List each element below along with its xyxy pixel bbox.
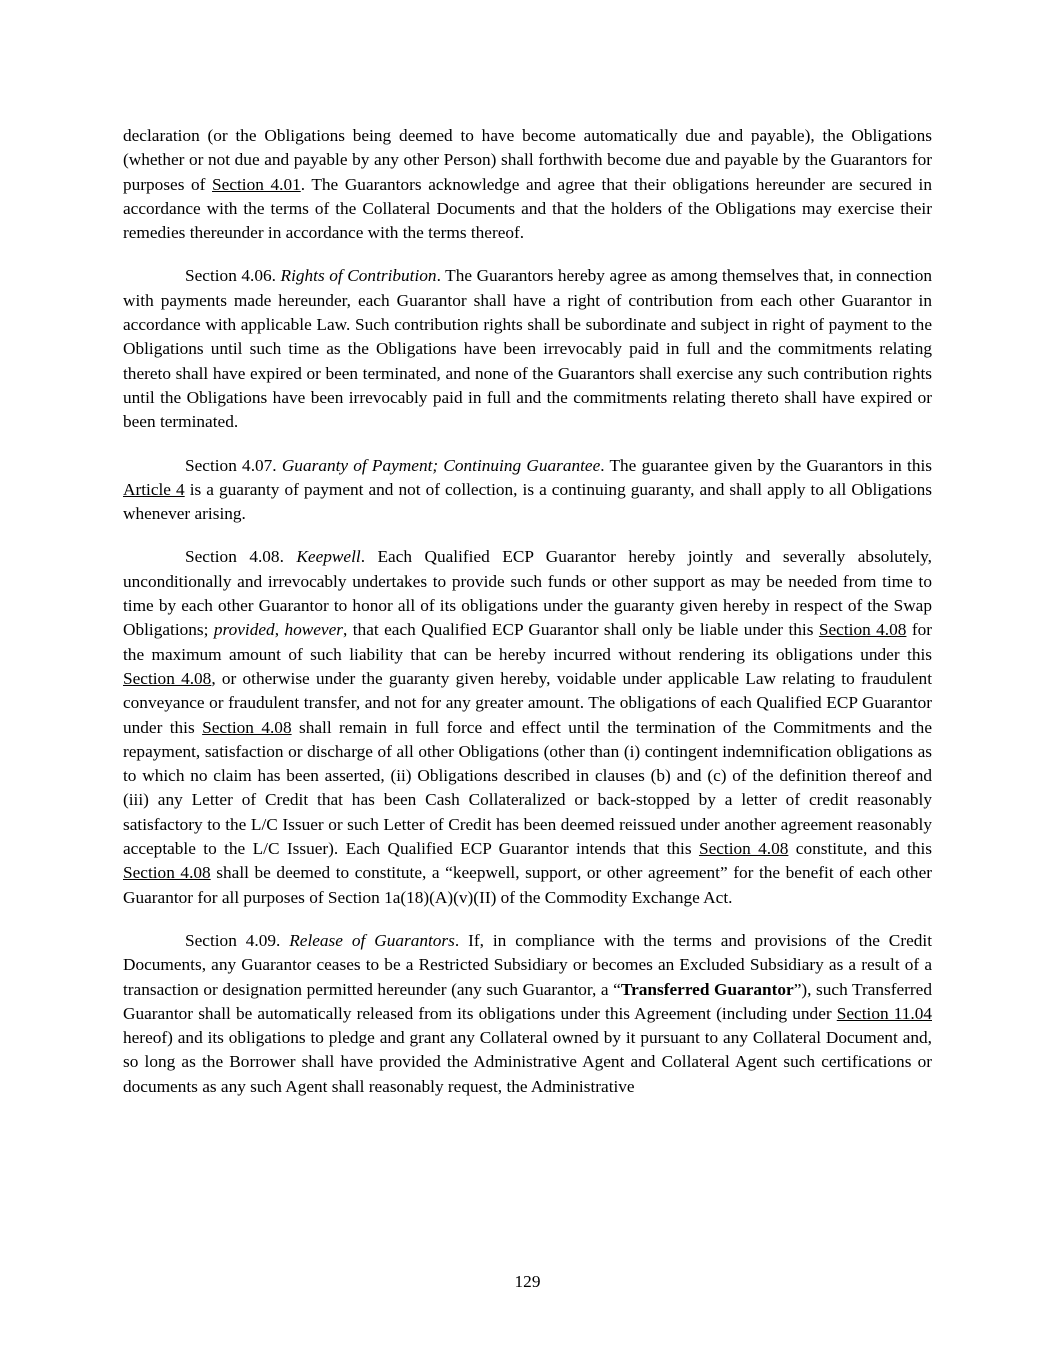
text-run: Rights of Contribution xyxy=(280,266,437,286)
text-run: Guaranty of Payment; Continuing Guarantee xyxy=(281,455,601,475)
para-obligations-continuation xyxy=(123,124,932,245)
para-section-4-07 xyxy=(123,454,932,527)
text-run: shall be deemed to constitute, a “keepwell, support, or other agreement” for the benefit of each other Guarantor for all purposes of Section 1a(18)(A)(v)(II) of the Commodity Exchange Act. xyxy=(123,863,932,907)
text-run: , that each Qualified ECP Guarantor shall only be liable under this xyxy=(343,620,819,640)
text-run: . The Guarantors acknowledge and agree that their obligations hereunder are secured in accordance with the terms of the Collateral Documents and that the holders of the Obligations may exercise their remedies thereunder in accordance with the terms thereof. xyxy=(123,174,932,243)
text-run: . The guarantee given by the Guarantors in this xyxy=(600,455,932,475)
section-reference: Section 4.08 xyxy=(123,668,212,688)
para-section-4-09 xyxy=(123,929,932,1099)
text-run: hereof) and its obligations to pledge and grant any Collateral owned by it pursuant to any Collateral Document and, so long as the Borrower shall have provided the Administrative Agent and Collateral Agent such certifications or documents as any such Agent shall reasonably request, the Administrative xyxy=(123,1028,932,1096)
text-run: Transferred Guarantor xyxy=(620,979,794,999)
section-reference: Section 4.08 xyxy=(818,620,907,640)
section-reference: Section 11.04 xyxy=(836,1003,932,1023)
text-run: Keepwell xyxy=(296,547,361,567)
text-run: Section 4.07. xyxy=(185,455,282,475)
text-run: . The Guarantors hereby agree as among themselves that, in connection with payments made hereunder, each Guarantor shall have a right of contribution from each other Guarantor in accordance with applicable Law. Such contribution rights shall be subordinate and subject in right of payment to the Obligations until such time as the Obligations have been irrevocably paid in full and the commitments relating thereto shall have expired or been terminated, and none of the Guarantors shall exercise any such contribution rights until the Obligations have been irrevocably paid in full and the commitments relating thereto shall have expired or been terminated. xyxy=(123,266,932,432)
text-run: Section 4.09. xyxy=(185,930,290,950)
text-run: . Each Qualified ECP Guarantor hereby jointly and severally absolutely, unconditionally and irrevocably undertakes to provide such funds or other support as may be needed from time to time by each other Guarantor to honor all of its obligations under the guaranty given hereby in respect of the Swap Obligations; xyxy=(123,547,932,640)
text-run: provided xyxy=(213,620,275,640)
section-reference: Section 4.01 xyxy=(212,174,301,194)
text-run: . If, in compliance with the terms and provisions of the Credit Documents, any Guarantor ceases to be a Restricted Subsidiary or becomes an Excluded Subsidiary as a result of a transaction or designation permitted hereunder (any such Guarantor, a “ xyxy=(123,930,932,999)
section-reference: Section 4.08 xyxy=(123,863,211,883)
text-run: Section 4.06. xyxy=(185,266,281,286)
page-number: 129 xyxy=(514,1272,541,1291)
text-run: however xyxy=(284,620,343,640)
document-body xyxy=(123,124,932,1118)
para-section-4-08 xyxy=(123,545,932,909)
text-run: shall remain in full force and effect until the termination of the Commitments and the repayment, satisfaction or discharge of all other Obligations (other than (i) contingent indemnification obligations as to which no claim has been asserted, (ii) Obligations described in clauses (b) and (c) of the definition thereof and (iii) any Letter of Credit that has been Cash Collateralized or back-stopped by a letter of credit reasonably satisfactory to the L/C Issuer or such Letter of Credit has been deemed reissued under another agreement reasonably acceptable to the L/C Issuer). Each Qualified ECP Guarantor intends that this xyxy=(123,717,932,859)
text-run: Release of Guarantors xyxy=(289,930,455,950)
text-run: ”), such Transferred Guarantor shall be automatically released from its obligations under this Agreement (including under xyxy=(123,979,932,1023)
text-run: is a guaranty of payment and not of collection, is a continuing guaranty, and shall apply to all Obligations whenever arising. xyxy=(123,479,932,524)
text-run: , or otherwise under the guaranty given hereby, voidable under applicable Law relating to fraudulent conveyance or fraudulent transfer, and not for any greater amount. The obligations of each Qualified ECP Guarantor under this xyxy=(123,668,932,737)
para-section-4-06 xyxy=(123,264,932,434)
text-run: constitute, and this xyxy=(788,839,932,859)
text-run: for the maximum amount of such liability that can be hereby incurred without rendering its obligations under this xyxy=(123,620,933,664)
section-reference: Article 4 xyxy=(123,479,185,499)
text-run: declaration (or the Obligations being deemed to have become automatically due and payable), the Obligations (whether or not due and payable by any other Person) shall forthwith become due and payable by the Guarantors for purposes of xyxy=(123,126,932,194)
section-reference: Section 4.08 xyxy=(202,717,292,737)
text-run: , xyxy=(274,620,285,640)
section-reference: Section 4.08 xyxy=(698,839,789,859)
text-run: Section 4.08. xyxy=(185,547,297,567)
